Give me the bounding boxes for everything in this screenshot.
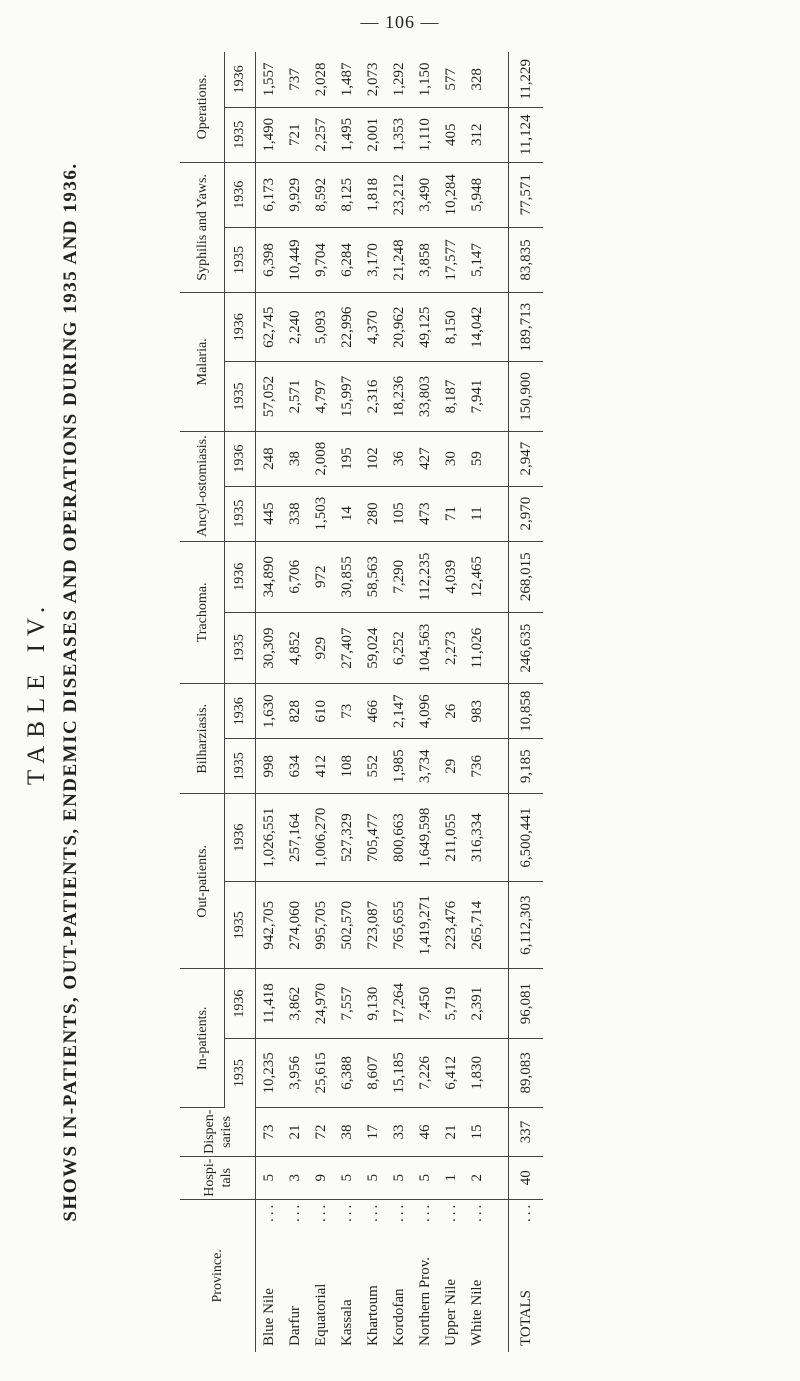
syphilis-header: Syphilis and Yaws. <box>180 162 225 292</box>
spacer-cell <box>490 293 509 362</box>
spacer-cell <box>490 52 509 107</box>
value-cell-out36: 257,164 <box>282 794 308 882</box>
value-cell-op36: 1,487 <box>334 52 360 107</box>
value-cell-disp: 73 <box>256 1108 283 1157</box>
spacer-cell <box>490 612 509 683</box>
value-cell-syp35: 5,147 <box>464 227 490 292</box>
province-cell <box>438 1199 464 1352</box>
value-cell-anc35: 71 <box>438 486 464 541</box>
value-cell-in36: 2,391 <box>464 969 490 1038</box>
province-name: Northern Prov. <box>416 1256 433 1346</box>
spacer-cell <box>490 162 509 227</box>
value-cell-syp36: 6,173 <box>256 162 283 227</box>
value-cell-tra35: 2,273 <box>438 612 464 683</box>
value-cell-in36: 24,970 <box>308 969 334 1038</box>
year-header: 1936 <box>225 431 256 486</box>
value-cell-op36: 328 <box>464 52 490 107</box>
value-cell-op36: 577 <box>438 52 464 107</box>
value-cell-anc35: 473 <box>412 486 438 541</box>
value-cell-op35: 1,490 <box>256 107 283 162</box>
value-cell-mal36: 20,962 <box>386 293 412 362</box>
value-cell-op35: 1,495 <box>334 107 360 162</box>
value-cell-anc35: 105 <box>386 486 412 541</box>
value-cell-syp35: 83,835 <box>509 227 544 292</box>
value-cell-hosp: 5 <box>256 1156 283 1199</box>
value-cell-mal36: 14,042 <box>464 293 490 362</box>
province-cell <box>509 1199 544 1352</box>
leader-dots: ... <box>286 1201 303 1222</box>
value-cell-bil36: 610 <box>308 684 334 739</box>
value-cell-bil35: 1,985 <box>386 739 412 794</box>
table-row <box>308 52 334 1352</box>
value-cell-tra35: 59,024 <box>360 612 386 683</box>
value-cell-bil36: 1,630 <box>256 684 283 739</box>
value-cell-out36: 1,026,551 <box>256 794 283 882</box>
province-cell <box>412 1199 438 1352</box>
leader-dots: ... <box>390 1201 407 1222</box>
value-cell-anc36: 30 <box>438 431 464 486</box>
value-cell-tra35: 929 <box>308 612 334 683</box>
value-cell-in35: 6,388 <box>334 1038 360 1107</box>
value-cell-op35: 1,110 <box>412 107 438 162</box>
value-cell-in36: 3,862 <box>282 969 308 1038</box>
value-cell-mal36: 2,240 <box>282 293 308 362</box>
value-cell-in36: 11,418 <box>256 969 283 1038</box>
table-row <box>334 52 360 1352</box>
leader-dots: ... <box>416 1201 433 1222</box>
value-cell-op36: 737 <box>282 52 308 107</box>
table-body <box>256 52 544 1352</box>
value-cell-in35: 6,412 <box>438 1038 464 1107</box>
province-name: White Nile <box>468 1279 485 1346</box>
value-cell-op36: 1,292 <box>386 52 412 107</box>
value-cell-in36: 7,557 <box>334 969 360 1038</box>
province-cell <box>386 1199 412 1352</box>
leader-dots: ... <box>364 1201 381 1222</box>
value-cell-out35: 765,655 <box>386 881 412 969</box>
year-header: 1935 <box>225 227 256 292</box>
value-cell-tra36: 112,235 <box>412 541 438 612</box>
value-cell-mal36: 4,370 <box>360 293 386 362</box>
value-cell-disp: 17 <box>360 1108 386 1157</box>
province-cell <box>256 1199 283 1352</box>
trachoma-header: Trachoma. <box>180 541 225 684</box>
value-cell-mal35: 15,997 <box>334 362 360 431</box>
value-cell-op36: 1,150 <box>412 52 438 107</box>
spacer-cell <box>490 1108 509 1157</box>
value-cell-out36: 1,006,270 <box>308 794 334 882</box>
value-cell-bil35: 9,185 <box>509 739 544 794</box>
value-cell-anc36: 36 <box>386 431 412 486</box>
value-cell-mal35: 7,941 <box>464 362 490 431</box>
spacer-cell <box>490 969 509 1038</box>
value-cell-out35: 942,705 <box>256 881 283 969</box>
spacer-cell <box>490 107 509 162</box>
value-cell-mal36: 62,745 <box>256 293 283 362</box>
value-cell-anc36: 102 <box>360 431 386 486</box>
year-header: 1935 <box>225 739 256 794</box>
value-cell-tra36: 58,563 <box>360 541 386 612</box>
province-header: Province. <box>180 1199 256 1352</box>
value-cell-bil35: 108 <box>334 739 360 794</box>
value-cell-anc36: 2,947 <box>509 431 544 486</box>
province-name: Kordofan <box>390 1288 407 1346</box>
statistics-table <box>180 52 543 1352</box>
value-cell-syp36: 1,818 <box>360 162 386 227</box>
spacer-cell <box>490 1038 509 1107</box>
value-cell-out35: 274,060 <box>282 881 308 969</box>
leader-dots: ... <box>468 1201 485 1222</box>
value-cell-out36: 800,663 <box>386 794 412 882</box>
value-cell-mal36: 8,150 <box>438 293 464 362</box>
value-cell-bil36: 26 <box>438 684 464 739</box>
value-cell-tra35: 104,563 <box>412 612 438 683</box>
leader-dots: ... <box>442 1201 459 1222</box>
value-cell-syp36: 5,948 <box>464 162 490 227</box>
value-cell-mal35: 8,187 <box>438 362 464 431</box>
year-header: 1936 <box>225 293 256 362</box>
year-header: 1936 <box>225 794 256 882</box>
value-cell-op36: 2,073 <box>360 52 386 107</box>
value-cell-mal36: 5,093 <box>308 293 334 362</box>
spacer-cell <box>490 362 509 431</box>
value-cell-out35: 995,705 <box>308 881 334 969</box>
province-name: Equatorial <box>312 1283 329 1346</box>
value-cell-anc35: 338 <box>282 486 308 541</box>
value-cell-tra35: 30,309 <box>256 612 283 683</box>
value-cell-out35: 223,476 <box>438 881 464 969</box>
rotated-table-page <box>20 32 780 1352</box>
value-cell-mal35: 2,571 <box>282 362 308 431</box>
value-cell-in36: 96,081 <box>509 969 544 1038</box>
value-cell-anc35: 14 <box>334 486 360 541</box>
value-cell-syp35: 6,398 <box>256 227 283 292</box>
spacer-row <box>490 52 509 1352</box>
value-cell-syp36: 9,929 <box>282 162 308 227</box>
value-cell-in35: 1,830 <box>464 1038 490 1107</box>
value-cell-tra35: 246,635 <box>509 612 544 683</box>
value-cell-bil36: 466 <box>360 684 386 739</box>
value-cell-disp: 337 <box>509 1108 544 1157</box>
province-cell <box>308 1199 334 1352</box>
value-cell-syp36: 10,284 <box>438 162 464 227</box>
value-cell-out35: 723,087 <box>360 881 386 969</box>
table-number: TABLE IV. <box>23 598 50 786</box>
value-cell-tra36: 7,290 <box>386 541 412 612</box>
value-cell-in35: 15,185 <box>386 1038 412 1107</box>
value-cell-in36: 7,450 <box>412 969 438 1038</box>
dispensaries-header: Dispen-saries <box>180 1108 256 1157</box>
value-cell-disp: 21 <box>438 1108 464 1157</box>
spacer-cell <box>490 227 509 292</box>
value-cell-in35: 10,235 <box>256 1038 283 1107</box>
header-group-row <box>180 52 225 1352</box>
value-cell-op35: 1,353 <box>386 107 412 162</box>
value-cell-op36: 2,028 <box>308 52 334 107</box>
value-cell-op36: 1,557 <box>256 52 283 107</box>
value-cell-hosp: 5 <box>412 1156 438 1199</box>
value-cell-mal35: 57,052 <box>256 362 283 431</box>
value-cell-bil35: 412 <box>308 739 334 794</box>
value-cell-bil36: 73 <box>334 684 360 739</box>
malaria-header: Malaria. <box>180 293 225 432</box>
value-cell-syp35: 10,449 <box>282 227 308 292</box>
value-cell-op35: 2,001 <box>360 107 386 162</box>
value-cell-in36: 9,130 <box>360 969 386 1038</box>
value-cell-in35: 89,083 <box>509 1038 544 1107</box>
value-cell-bil36: 2,147 <box>386 684 412 739</box>
value-cell-bil35: 29 <box>438 739 464 794</box>
value-cell-out36: 211,055 <box>438 794 464 882</box>
value-cell-disp: 46 <box>412 1108 438 1157</box>
value-cell-op36: 11,229 <box>509 52 544 107</box>
value-cell-syp35: 6,284 <box>334 227 360 292</box>
out-patients-header: Out-patients. <box>180 794 225 969</box>
value-cell-bil36: 10,858 <box>509 684 544 739</box>
value-cell-anc35: 445 <box>256 486 283 541</box>
spacer-cell <box>490 486 509 541</box>
value-cell-bil36: 828 <box>282 684 308 739</box>
value-cell-tra35: 4,852 <box>282 612 308 683</box>
year-header: 1936 <box>225 162 256 227</box>
value-cell-op35: 11,124 <box>509 107 544 162</box>
year-header: 1936 <box>225 684 256 739</box>
year-header: 1936 <box>225 52 256 107</box>
value-cell-in36: 17,264 <box>386 969 412 1038</box>
value-cell-out35: 6,112,303 <box>509 881 544 969</box>
value-cell-hosp: 2 <box>464 1156 490 1199</box>
value-cell-mal36: 22,996 <box>334 293 360 362</box>
value-cell-syp36: 77,571 <box>509 162 544 227</box>
leader-dots: ... <box>338 1201 355 1222</box>
value-cell-tra36: 4,039 <box>438 541 464 612</box>
value-cell-syp36: 8,125 <box>334 162 360 227</box>
value-cell-op35: 2,257 <box>308 107 334 162</box>
value-cell-syp35: 9,704 <box>308 227 334 292</box>
year-header: 1935 <box>225 1038 256 1107</box>
value-cell-mal36: 189,713 <box>509 293 544 362</box>
spacer-cell <box>490 684 509 739</box>
value-cell-bil36: 4,096 <box>412 684 438 739</box>
spacer-cell <box>490 881 509 969</box>
value-cell-anc35: 2,970 <box>509 486 544 541</box>
value-cell-hosp: 3 <box>282 1156 308 1199</box>
table-title <box>20 32 90 1352</box>
bilharziasis-header: Bilharziasis. <box>180 684 225 794</box>
value-cell-bil35: 998 <box>256 739 283 794</box>
value-cell-tra35: 11,026 <box>464 612 490 683</box>
value-cell-mal36: 49,125 <box>412 293 438 362</box>
leader-dots: ... <box>312 1201 329 1222</box>
value-cell-hosp: 5 <box>386 1156 412 1199</box>
value-cell-tra36: 30,855 <box>334 541 360 612</box>
value-cell-in35: 7,226 <box>412 1038 438 1107</box>
value-cell-mal35: 150,900 <box>509 362 544 431</box>
value-cell-mal35: 33,803 <box>412 362 438 431</box>
value-cell-in35: 3,956 <box>282 1038 308 1107</box>
table-row <box>360 52 386 1352</box>
table-row <box>256 52 283 1352</box>
year-header: 1935 <box>225 362 256 431</box>
value-cell-hosp: 5 <box>360 1156 386 1199</box>
value-cell-hosp: 5 <box>334 1156 360 1199</box>
value-cell-tra36: 6,706 <box>282 541 308 612</box>
value-cell-out36: 316,334 <box>464 794 490 882</box>
value-cell-out36: 527,329 <box>334 794 360 882</box>
value-cell-out36: 705,477 <box>360 794 386 882</box>
table-row <box>464 52 490 1352</box>
value-cell-anc36: 2,008 <box>308 431 334 486</box>
value-cell-op35: 312 <box>464 107 490 162</box>
value-cell-out35: 1,419,271 <box>412 881 438 969</box>
value-cell-hosp: 1 <box>438 1156 464 1199</box>
value-cell-anc35: 1,503 <box>308 486 334 541</box>
value-cell-anc36: 195 <box>334 431 360 486</box>
province-cell <box>464 1199 490 1352</box>
province-name: Upper Nile <box>442 1278 459 1346</box>
spacer-cell <box>490 541 509 612</box>
value-cell-in35: 8,607 <box>360 1038 386 1107</box>
value-cell-disp: 72 <box>308 1108 334 1157</box>
spacer-cell <box>490 1199 509 1352</box>
province-name: Kassala <box>338 1299 355 1346</box>
value-cell-out36: 1,649,598 <box>412 794 438 882</box>
page-number: — 106 — <box>360 12 440 32</box>
value-cell-tra35: 27,407 <box>334 612 360 683</box>
in-patients-header: In-patients. <box>180 969 225 1108</box>
leader-dots: ... <box>517 1201 534 1222</box>
value-cell-syp36: 23,212 <box>386 162 412 227</box>
value-cell-tra36: 268,015 <box>509 541 544 612</box>
province-cell <box>334 1199 360 1352</box>
value-cell-bil35: 3,734 <box>412 739 438 794</box>
value-cell-mal35: 2,316 <box>360 362 386 431</box>
value-cell-anc35: 280 <box>360 486 386 541</box>
value-cell-disp: 33 <box>386 1108 412 1157</box>
value-cell-bil36: 983 <box>464 684 490 739</box>
value-cell-tra36: 34,890 <box>256 541 283 612</box>
value-cell-hosp: 9 <box>308 1156 334 1199</box>
value-cell-disp: 15 <box>464 1108 490 1157</box>
value-cell-disp: 38 <box>334 1108 360 1157</box>
year-header: 1935 <box>225 612 256 683</box>
value-cell-syp35: 17,577 <box>438 227 464 292</box>
year-header: 1935 <box>225 107 256 162</box>
value-cell-disp: 21 <box>282 1108 308 1157</box>
value-cell-op35: 405 <box>438 107 464 162</box>
year-header: 1936 <box>225 541 256 612</box>
value-cell-syp35: 3,858 <box>412 227 438 292</box>
value-cell-mal35: 18,236 <box>386 362 412 431</box>
province-cell <box>282 1199 308 1352</box>
year-header: 1936 <box>225 969 256 1038</box>
value-cell-out36: 6,500,441 <box>509 794 544 882</box>
value-cell-in35: 25,615 <box>308 1038 334 1107</box>
value-cell-tra35: 6,252 <box>386 612 412 683</box>
ancylostomiasis-header: Ancyl-ostomiasis. <box>180 431 225 541</box>
leader-dots: ... <box>260 1201 277 1222</box>
value-cell-syp36: 3,490 <box>412 162 438 227</box>
year-header: 1935 <box>225 881 256 969</box>
value-cell-anc36: 59 <box>464 431 490 486</box>
value-cell-bil35: 552 <box>360 739 386 794</box>
value-cell-bil35: 736 <box>464 739 490 794</box>
value-cell-anc36: 248 <box>256 431 283 486</box>
value-cell-in36: 5,719 <box>438 969 464 1038</box>
value-cell-op35: 721 <box>282 107 308 162</box>
table-row <box>438 52 464 1352</box>
hospitals-header: Hospi-tals <box>180 1156 256 1199</box>
table-caption: SHOWS IN-PATIENTS, OUT-PATIENTS, ENDEMIC DISEASES AND OPERATIONS DURING 1935 AND 1936. <box>60 162 81 1222</box>
value-cell-out35: 265,714 <box>464 881 490 969</box>
table-row <box>282 52 308 1352</box>
value-cell-mal35: 4,797 <box>308 362 334 431</box>
value-cell-anc35: 11 <box>464 486 490 541</box>
value-cell-syp35: 3,170 <box>360 227 386 292</box>
year-header: 1935 <box>225 486 256 541</box>
value-cell-bil35: 634 <box>282 739 308 794</box>
province-cell <box>360 1199 386 1352</box>
province-name: TOTALS <box>517 1289 534 1346</box>
spacer-cell <box>490 739 509 794</box>
value-cell-hosp: 40 <box>509 1156 544 1199</box>
value-cell-anc36: 427 <box>412 431 438 486</box>
value-cell-out35: 502,570 <box>334 881 360 969</box>
spacer-cell <box>490 1156 509 1199</box>
value-cell-tra36: 12,465 <box>464 541 490 612</box>
totals-row <box>509 52 544 1352</box>
province-name: Darfur <box>286 1306 303 1346</box>
province-name: Blue Nile <box>260 1288 277 1346</box>
value-cell-syp36: 8,592 <box>308 162 334 227</box>
value-cell-tra36: 972 <box>308 541 334 612</box>
value-cell-syp35: 21,248 <box>386 227 412 292</box>
province-name: Khartoum <box>364 1285 381 1346</box>
spacer-cell <box>490 431 509 486</box>
table-row <box>412 52 438 1352</box>
value-cell-anc36: 38 <box>282 431 308 486</box>
operations-header: Operations. <box>180 52 225 162</box>
table-row <box>386 52 412 1352</box>
spacer-cell <box>490 794 509 882</box>
